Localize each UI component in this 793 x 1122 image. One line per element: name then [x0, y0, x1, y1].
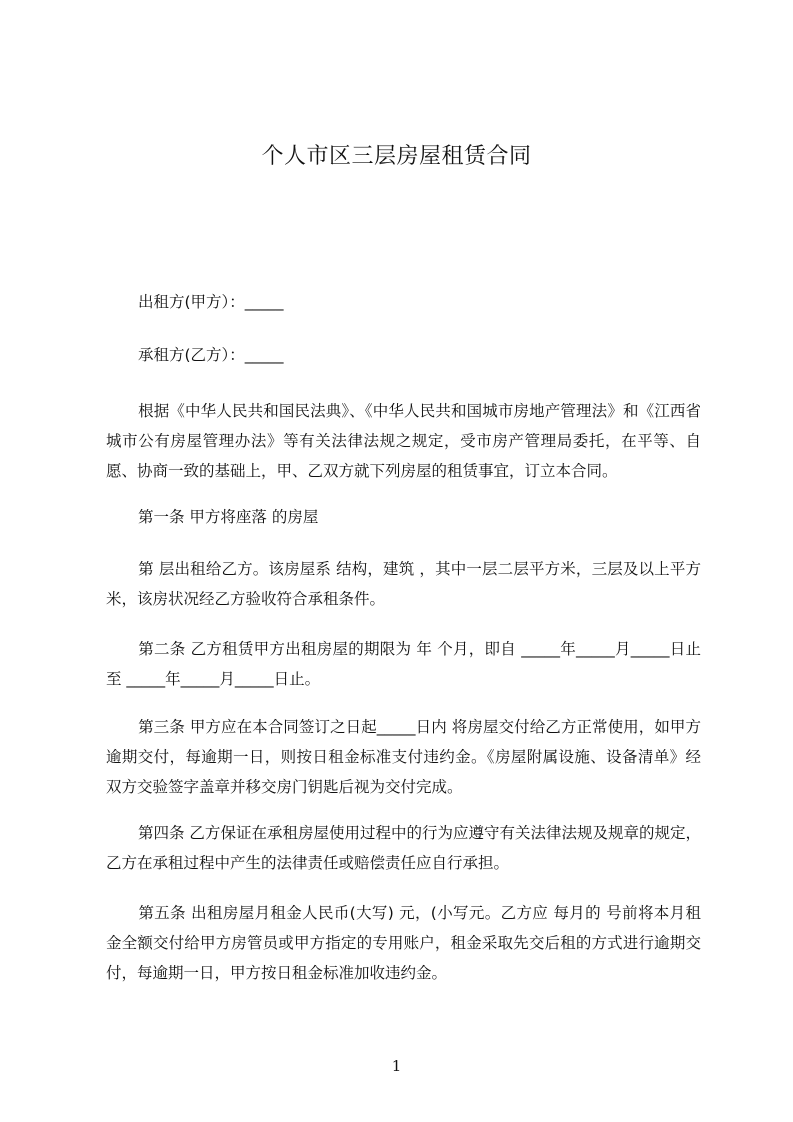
article-5-paragraph: [106, 898, 701, 988]
article-4-paragraph: [106, 818, 701, 878]
article-5-text: 第五条 出租房屋月租金人民币(大写) 元，(小写元。乙方应 每月的 号前将本月租金全额交付给甲方房管员或甲方指定的专用账户，租金采取先交后租的方式进行逾期交付，每逾期一日，甲方按日租金标准加收违约金。: [106, 904, 701, 982]
article-1-heading: [106, 502, 701, 532]
article-2-paragraph: [106, 634, 701, 694]
article-1-heading-text: 第一条 甲方将座落 的房屋: [138, 508, 319, 526]
lessor-line: 出租方(甲方）：_____: [138, 293, 284, 311]
article-3-text: 第三条 甲方应在本合同签订之日起_____日内 将房屋交付给乙方正常使用，如甲方逾期交付，每逾期一日，则按日租金标准支付违约金。《房屋附属设施、设备清单》经双方交验签字盖章并移交房门钥匙后视为交付完成。: [106, 718, 701, 796]
preamble-text: 根据《中华人民共和国民法典》、《中华人民共和国城市房地产管理法》和《江西省城市公有房屋管理办法》等有关法律法规之规定，受市房产管理局委托，在平等、自愿、协商一致的基础上，甲、乙双方就下列房屋的租赁事宜，订立本合同。: [106, 402, 701, 480]
page-number: 1: [391, 1057, 402, 1075]
article-2-text: 第二条 乙方租赁甲方出租房屋的期限为 年 个月，即自 _____年_____月_____日止至 _____年_____月_____日止。: [106, 640, 701, 688]
preamble-paragraph: [106, 396, 701, 486]
article-3-paragraph: [106, 712, 701, 802]
article-1-body: [106, 554, 701, 614]
page-title: 个人市区三层房屋租赁合同: [261, 144, 532, 169]
article-1-body-text: 第 层出租给乙方。该房屋系 结构，建筑 ，其中一层二层平方米，三层及以上平方米，该房状况经乙方验收符合承租条件。: [106, 560, 701, 608]
lessee-line: 承租方(乙方）：_____: [138, 346, 284, 364]
article-4-text: 第四条 乙方保证在承租房屋使用过程中的行为应遵守有关法律法规及规章的规定，乙方在承租过程中产生的法律责任或赔偿责任应自行承担。: [106, 824, 701, 872]
